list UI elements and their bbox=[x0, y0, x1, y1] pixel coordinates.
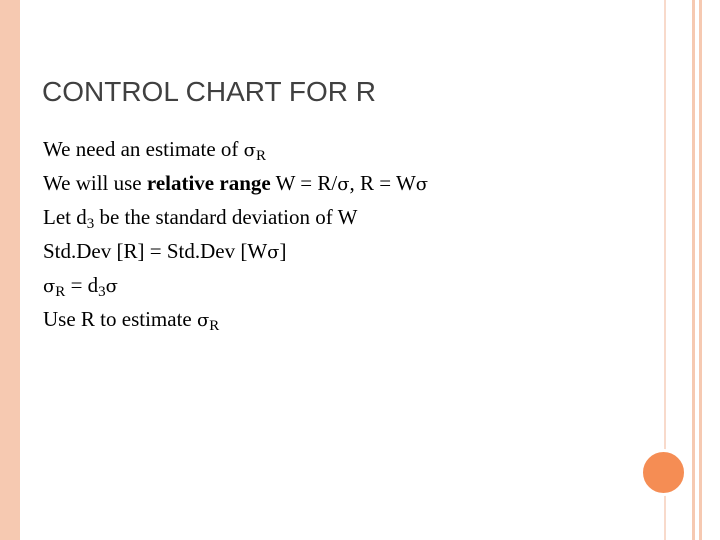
sigma-symbol: σ bbox=[337, 174, 350, 195]
line-text: = d bbox=[65, 273, 99, 297]
line-text: We will use bbox=[43, 171, 147, 195]
sigma-symbol: σ bbox=[415, 174, 429, 195]
right-border-line-outer bbox=[692, 0, 695, 540]
bullet-line-4 bbox=[43, 234, 643, 268]
bullet-line-1 bbox=[43, 132, 643, 166]
line-text: We need an estimate of bbox=[43, 137, 244, 161]
line-text: be the standard deviation of W bbox=[94, 205, 358, 229]
left-border-bar bbox=[0, 0, 20, 540]
line-text: , R = W bbox=[349, 171, 416, 195]
slide-title: CONTROL CHART FOR R bbox=[42, 76, 376, 107]
bullet-line-5 bbox=[43, 268, 643, 302]
subscript: 3 bbox=[98, 284, 106, 300]
line-text: Std.Dev [R] = Std.Dev [W bbox=[43, 239, 268, 263]
decorative-circle bbox=[640, 449, 687, 496]
line-text: Let d bbox=[43, 205, 87, 229]
subscript: R bbox=[55, 284, 66, 300]
bold-term: relative range bbox=[146, 171, 271, 195]
sigma-symbol: σ bbox=[43, 276, 56, 297]
sigma-symbol: σ bbox=[105, 276, 118, 297]
sigma-symbol: σ bbox=[196, 310, 210, 331]
right-border-line-inner bbox=[699, 0, 702, 540]
bullet-line-6 bbox=[43, 302, 643, 336]
line-text: ] bbox=[279, 239, 287, 263]
subscript: R bbox=[209, 318, 220, 334]
line-text: Use R to estimate bbox=[43, 307, 197, 331]
bullet-line-3 bbox=[43, 200, 643, 234]
line-text: W = R/ bbox=[270, 171, 338, 195]
slide-body bbox=[43, 132, 643, 336]
bullet-line-2 bbox=[43, 166, 643, 200]
subscript: R bbox=[255, 148, 266, 164]
sigma-symbol: σ bbox=[243, 140, 256, 161]
sigma-symbol: σ bbox=[267, 242, 280, 263]
subscript: 3 bbox=[86, 216, 95, 232]
